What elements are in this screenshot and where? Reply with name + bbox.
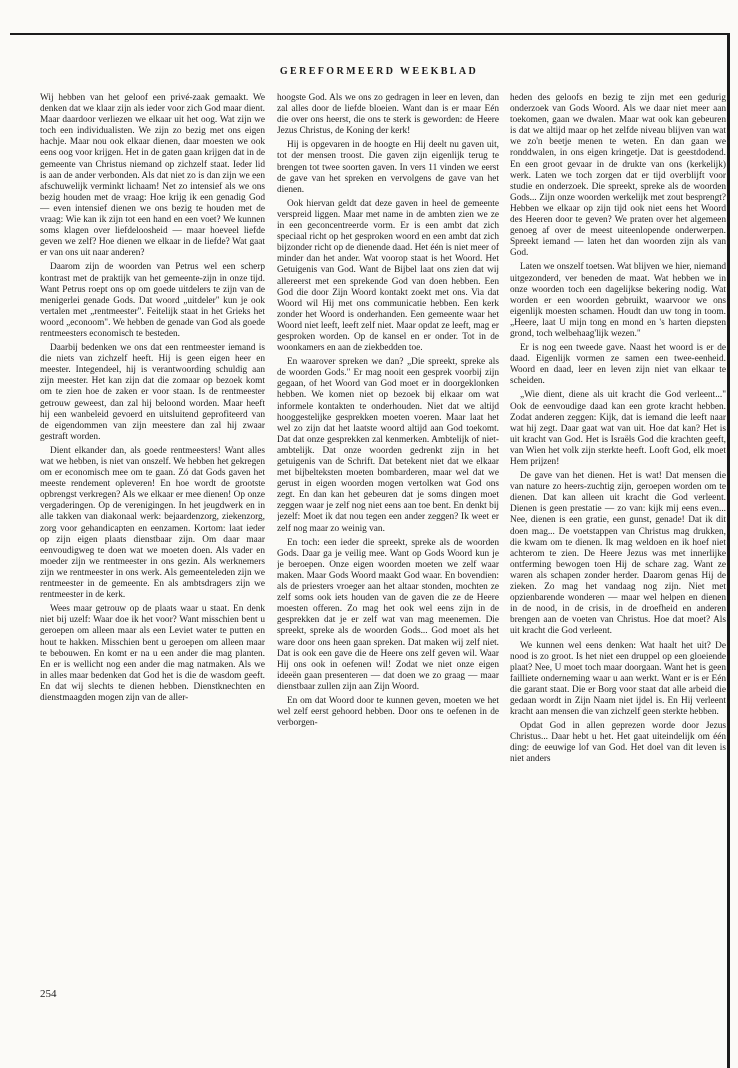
paragraph: Ook hiervan geldt dat deze gaven in heel de gemeente verspreid liggen. Maar met name in de ambten zien we ze in een geconcentreerde vorm. Er is een ambt dat zich speciaal richt op het gesproken woord en een ambt dat zich bijzonder richt op de dienende daad. Het één is niet meer of minder dan het ander. Wat voorop staat is het Woord. Het Getuigenis van God. Want de Bijbel laat ons zien dat wij allereerst met een sprekende God van doen hebben. Een God die door Zijn Woord kontakt zoekt met ons. Via dat Woord wil Hij met ons communicatie hebben. Een kerk zonder het Woord is onderhanden. Een gemeente waar het Woord niet leeft, leeft zelf niet. Maar opdat ze leeft, mag er gesproken worden. Op de kansel en er onder. Tot in de woonkamers en aan de ziekbedden toe.: [277, 198, 499, 354]
paragraph: Wij hebben van het geloof een privé-zaak gemaakt. We denken dat we klaar zijn als ieder voor zich God maar dient. Maar daardoor verliezen we elkaar uit het oog. Wat zijn we toch een individualisten. We zijn zo bezig met ons eigen hachje. Maar nou ook elkaar dienen, daar moesten we ook eens oog voor krijgen. Het in de gaten gaan krijgen dat in de gemeente van Christus niemand op zichzelf staat. Ieder lid is aan de ander verbonden. Als dat niet zo is dan zijn we een afschuwelijk verminkt lichaam! Net zo intensief als we ons bezig houden met de vraag: Hoe krijg ik een genadig God — even intensief dienen we ons bezig te houden met de vraag: Wie kan ik zijn tot een hand en een voet? We kunnen soms klagen over liefdeloosheid — maar hoeveel liefde geven we zelf? Hoe dienen we elkaar in de liefde? Wat gaat er van ons uit naar anderen?: [40, 93, 265, 259]
column-1: [40, 93, 265, 978]
column-2: [277, 93, 499, 978]
right-edge-rule: [727, 33, 730, 1068]
paragraph: Wees maar getrouw op de plaats waar u staat. En denk niet bij uzelf: Waar doe ik het voor? Want misschien bent u geroepen om alleen maar als een Leviet water te putten en hout te hakken. Misschien bent u geroepen om alleen maar te bebouwen. En komt er na u een ander die mag planten. En er is wellicht nog een ander die mag natmaken. Als we in alles maar bedenken dat God het is die de wasdom geeft. En dat wij slechts te dienen hebben. Dienstknechten en dienstmaagden mogen zijn van de aller-: [40, 604, 265, 703]
paragraph: Daarom zijn de woorden van Petrus wel een scherp kontrast met de praktijk van het gemeente-zijn in onze tijd. Want Petrus roept ons op om goede uitdelers te zijn van de menigerlei genade Gods. Dat woord „uitdeler" kun je ook vertalen met „rentmeester". Feitelijk staat in het Grieks het woord „econoom". We hebben de genade van God als goede rentmeesters economisch te besteden.: [40, 262, 265, 339]
column-3: [510, 93, 726, 993]
top-rule: [10, 33, 730, 35]
running-header: GEREFORMEERD WEEKBLAD: [279, 66, 479, 77]
paragraph: Dient elkander dan, als goede rentmeesters! Want alles wat we hebben, is niet van onszelf. We hebben het gekregen om er economisch mee om te gaan. Zó dat Gods gaven het meeste rendement opleveren! En hoe wordt de grootste opbrengst verkregen? Als we elkaar er mee dienen! Op onze vergaderingen. Op de verenigingen. In het jeugdwerk en in alle takken van diakonaal werk: bejaardenzorg, ziekenzorg, zorg voor gehandicapten en eenzamen. Kortom: laat ieder op zijn eigen plaats dienstbaar zijn. Om daar maar eenvoudigweg te doen wat we moeten doen. Als vader en moeder zijn we rentmeester in ons gezin. Als werknemers zijn we rentmeester in ons werk. Als gemeenteleden zijn we rentmeester in de gemeente. En als ambtsdragers zijn we rentmeester in de kerk.: [40, 445, 265, 601]
paragraph: En om dat Woord door te kunnen geven, moeten we het wel zelf eerst gehoord hebben. Door ons te oefenen in de verborgen-: [277, 695, 499, 729]
page-number: 254: [40, 988, 57, 1000]
paragraph: En waarover spreken we dan? „Die spreekt, spreke als de woorden Gods." Er mag nooit een gesprek voorbij zijn gegaan, of het Woord van God moet er in doorgeklonken hebben. We komen niet op bezoek bij elkaar om wat informele kontakten te onderhouden. Niet dat we altijd hooggestelijke gesprekken moeten voeren. Maar laat het wel zo zijn dat het laatste woord altijd aan God toekomt. Dat dat onze gesprekken zal kenmerken. Ambtelijk of niet-ambtelijk. Dat onze woorden gedrenkt zijn in het getuigenis van de Schrift. Dat betekent niet dat we elkaar met bijbelteksten moeten bombarderen, maar wel dat we gerust in eigen woorden mogen vertolken wat God ons zegt. En dan kan het gebeuren dat je soms dingen moet zeggen waar je zelf nog niet eens aan toe bent. En denkt bij jezelf: Moet ik dat nou tegen een ander zeggen? Ik weet er zelf nog maar zo weinig van.: [277, 357, 499, 534]
paragraph: Laten we onszelf toetsen. Wat blijven we hier, niemand uitgezonderd, ver beneden de maat. Wat hebben we in onze woorden toch een dagelijkse bekering nodig. Wat worden er een woorden gebruikt, waarvoor we ons eigenlijk moesten schamen. Houdt dan uw tong in toom. „Heere, laat U mijn tong en mond en 's harten diepsten grond, toch welbehaag'lijk wezen.": [510, 262, 726, 339]
paragraph: Opdat God in allen geprezen worde door Jezus Christus... Daar hebt u het. Het gaat uiteindelijk om één ding: de eeuwige lof van God. Het doel van dit leven is niet anders: [510, 721, 726, 765]
paragraph: We kunnen wel eens denken: Wat haalt het uit? De nood is zo groot. Is het niet een druppel op een gloeiende plaat? Nee, U moet toch maar doorgaan. Want het is geen failliete onderneming waar u aan werkt. Want er is er Eén die garant staat. Die er Borg voor staat dat alle arbeid die gedaan wordt in Zijn Naam niet ijdel is. En Hij verleent kracht aan mensen die van zichzelf geen sterkte hebben.: [510, 640, 726, 718]
paragraph: De gave van het dienen. Het is wat! Dat mensen die van nature zo heers-zuchtig zijn, geroepen worden om te dienen. Dat kan alleen uit kracht die God verleent. Dienen is geen prestatie — zo van: kijk mij eens even... Nee, dienen is een gratie, een gunst, genade! Dat ik dit doen mag... De voetstappen van Christus mag drukken, die kwam om te dienen. Ik mag weldoen en ik hoef niet achterom te zien. De Heere Jezus was met innerlijke ontferming bewogen toen Hij de schare zag. Want ze waren als schapen zonder herder. Daarom genas Hij de zieken. Zo mag het vandaag nog zijn. Niet met opzienbarende wonderen — maar wel helpen en dienen in de nood, in de crisis, in de droefheid en anderen brengen aan de voeten van Christus. Hoe dat moet? Als uit kracht die God verleent.: [510, 471, 726, 637]
paragraph: Er is nog een tweede gave. Naast het woord is er de daad. Eigenlijk vormen ze samen een twee-eenheid. Woord en daad, leer en leven zijn niet van elkaar te scheiden.: [510, 343, 726, 387]
paragraph: hoogste God. Als we ons zo gedragen in leer en leven, dan zal alles door de liefde bloeien. Want dan is er maar Eén die over ons heerst, die ons te sterk is geworden: de Heere Jezus Christus, de Koning der kerk!: [277, 93, 499, 137]
paragraph: „Wie dient, diene als uit kracht die God verleent..." Ook de eenvoudige daad kan een grote kracht hebben. Zodat anderen zeggen: Kijk, dat is iemand die leeft naar wat hij zegt. Daar gaat wat van uit. Hoe dat kan? Het is uit kracht van God. Het is Israëls God die krachten geeft, van Wien het volk zijn sterkte heeft. Looft God, elk moet Hem prijzen!: [510, 390, 726, 467]
paragraph: En toch: een ieder die spreekt, spreke als de woorden Gods. Daar ga je veilig mee. Want op Gods Woord kun je je beroepen. Onze eigen woorden moeten we zelf waar maken. Maar Gods Woord maakt God waar. En bovendien: als de priesters vroeger aan het altaar stonden, mochten ze zelf soms ook iets houden van de gaven die ze de Heere moesten offeren. Zo mag het ook wel eens zijn in de gesprekken dat je er zelf wat van mag meenemen. Die spreekt, spreke als de woorden Gods... God moet als het ware door ons heen gaan spreken. Dat maken wij zelf niet. Dat is ook een gave die de Heere ons zelf geven wil. Waar Hij ons ook in oefenen wil! Zodat we niet onze eigen ideeën gaan presenteren — dat doen we zo graag — maar dienstbaar zullen zijn aan Zijn Woord.: [277, 537, 499, 692]
paragraph: Hij is opgevaren in de hoogte en Hij deelt nu gaven uit, tot der mensen troost. Die gaven zijn eigenlijk terug te brengen tot twee soorten gaven. In vers 11 vinden we eerst de gave van het spreken en vervolgens de gave van het dienen.: [277, 140, 499, 195]
paragraph: Daarbij bedenken we ons dat een rentmeester iemand is die niets van zichzelf heeft. Hij is geen eigen heer en meester. Integendeel, hij is verantwoording schuldig aan zijn meester. Het kan zijn dat die zomaar op bezoek komt om te zien hoe de zaken er voor staan. Is de rentmeester getrouw geweest, dan zal hij beloond worden. Maar heeft hij een wanbeleid gevoerd en uitsluitend geprofiteerd van de eigendommen van zijn meestere dan zal hij zwaar gestraft worden.: [40, 343, 265, 442]
paragraph: heden des geloofs en bezig te zijn met een gedurig onderzoek van Gods Woord. Als we daar niet meer aan toekomen, gaan we dwalen. Maar wat ook kan gebeuren is dat we altijd maar op het zelfde niveau blijven van wat we zo'n beetje menen te weten. En dan gaan we ronddwalen, in ons eigen kringetje. Dat is geestdodend. En een groot gevaar in de drukte van ons (kerkelijk) werk. Laten we toch zorgen dat er tijd overblijft voor studie en onderzoek. Die spreekt, spreke als de woorden Gods... Zijn onze woorden werkelijk met zout besprengt? Hebben we elkaar op zijn tijd ook niet eens het Woord des Heeren door te geven? We praten over het algemeen genoeg af over de meest uiteenlopende onderwerpen. Spreekt iemand — laten het dan woorden zijn als van God.: [510, 93, 726, 259]
